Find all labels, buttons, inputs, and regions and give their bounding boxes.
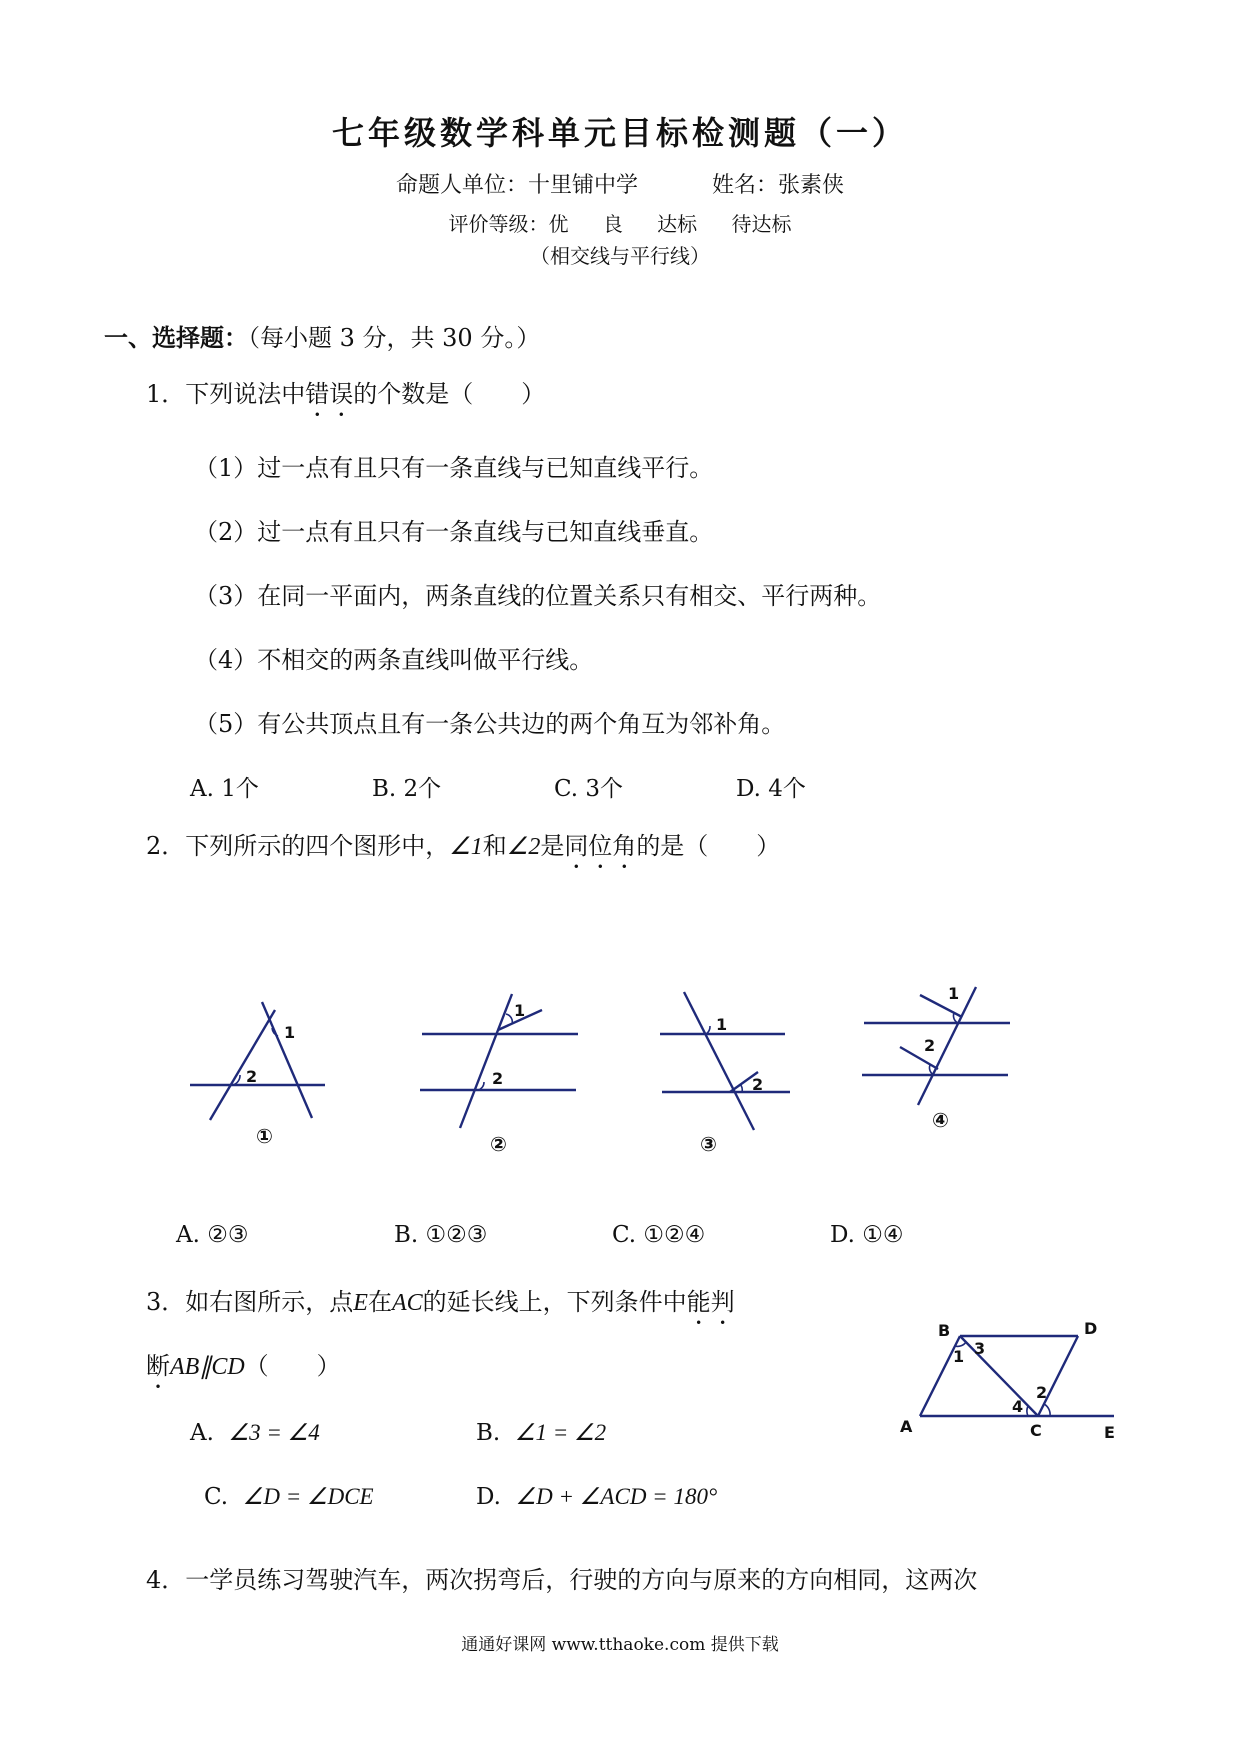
unit-label: 命题人单位：十里铺中学 [395, 173, 638, 198]
grade-level: 待达标 [731, 212, 792, 236]
question-3 [146, 1282, 735, 1330]
angle-label: ∠1 [449, 834, 483, 860]
angle-arc [506, 1014, 512, 1024]
option-c: C. 3个 [554, 776, 624, 802]
topic: （相交线与平行线） [530, 244, 710, 268]
angle-label-1: 1 [948, 984, 960, 1003]
angle-arc [1027, 1406, 1028, 1416]
page-title: 七年级数学科单元目标检测题（一） [331, 114, 908, 152]
option-label: D. [476, 1484, 501, 1510]
figure-number: ③ [700, 1132, 717, 1156]
emphasis-text: 错误 [305, 380, 354, 408]
question-text: （ ） [244, 1352, 341, 1380]
figure-number: ④ [932, 1108, 949, 1132]
question-text: 一学员练习驾驶汽车，两次拐弯后，行驶的方向与原来的方向相同，这两次 [185, 1566, 978, 1594]
footer: 通通好课网 www.tthaoke.com 提供下载 [461, 1635, 779, 1655]
grade-level: 良 [602, 212, 623, 236]
option-b: B. ①②③ [394, 1222, 488, 1248]
segment-label: AC [391, 1290, 423, 1316]
statement: （3）在同一平面内，两条直线的位置关系只有相交、平行两种。 [194, 582, 882, 610]
question-number: 1． [146, 380, 186, 408]
angle-label-2: 2 [492, 1069, 504, 1088]
angle-label-2: 2 [246, 1067, 258, 1086]
option-label: A. [190, 1420, 214, 1446]
point-b: B [938, 1321, 951, 1340]
option-expr: ∠1 = ∠2 [514, 1420, 607, 1445]
author-line [0, 168, 1240, 199]
figure-number: ② [490, 1132, 507, 1156]
figure-1 [180, 990, 340, 1130]
question-text: 下列所示的四个图形中， [185, 832, 450, 860]
question-text: 下列说法中 [185, 380, 306, 408]
figure-number: ① [256, 1124, 273, 1148]
option-d: D. 4个 [736, 776, 806, 802]
statement: （4）不相交的两条直线叫做平行线。 [194, 646, 594, 674]
grade-line [0, 208, 1240, 237]
option-a: A. ②③ [176, 1222, 249, 1248]
line [684, 992, 754, 1130]
question-text: 在 [367, 1288, 392, 1316]
option-expr: ∠D + ∠ACD = 180° [515, 1484, 718, 1509]
question-text: 是 [540, 832, 565, 860]
name-label: 姓名：张素侠 [712, 173, 845, 198]
angle-label-1: 1 [716, 1015, 728, 1034]
emphasis-text: 断 [146, 1352, 170, 1380]
line [460, 994, 512, 1128]
point-c: C [1030, 1421, 1042, 1440]
question-text: 如右图所示，点 [185, 1288, 354, 1316]
question-2 [146, 826, 780, 874]
option-d: D. ①④ [830, 1222, 904, 1248]
angle-label-4: 4 [1012, 1397, 1024, 1416]
option-b: B. 2个 [372, 776, 442, 802]
point-a: A [900, 1417, 913, 1436]
point-d: D [1084, 1320, 1098, 1338]
emphasis-text: 同位角 [564, 832, 637, 860]
option-expr: ∠D = ∠DCE [242, 1484, 374, 1509]
angle-label-1: 1 [953, 1347, 965, 1366]
statement: （2）过一点有且只有一条直线与已知直线垂直。 [194, 518, 714, 546]
point-label: E [353, 1290, 368, 1316]
angle-label-2: 2 [924, 1036, 936, 1055]
question-text: 的延长线上，下列条件中 [422, 1288, 687, 1316]
question-text: 的是（ ） [636, 832, 781, 860]
question-1 [146, 374, 545, 422]
angle-label-2: 2 [1036, 1383, 1048, 1402]
question-number: 4． [146, 1566, 186, 1594]
parallelogram-figure [898, 1320, 1138, 1450]
section-number: 一、 [104, 323, 152, 352]
line-bc [960, 1336, 1038, 1416]
question-number: 3． [146, 1288, 186, 1316]
figure-2 [410, 980, 585, 1140]
emphasis-text: 能判 [686, 1288, 735, 1316]
section-note: （每小题 3 分，共 30 分。） [248, 324, 541, 352]
angle-arc [1044, 1404, 1050, 1416]
statement: （5）有公共顶点且有一条公共边的两个角互为邻补角。 [194, 710, 786, 738]
angle-label-3: 3 [974, 1339, 986, 1358]
option-label: C. [204, 1484, 229, 1510]
option-d [476, 1484, 717, 1510]
option-expr: ∠3 = ∠4 [228, 1420, 320, 1445]
angle-label: ∠2 [506, 834, 541, 860]
figure-4 [858, 975, 1018, 1115]
option-c [204, 1484, 374, 1510]
angle-label-2: 2 [752, 1075, 764, 1094]
option-c: C. ①②④ [612, 1222, 706, 1248]
figure-3 [650, 980, 800, 1140]
statement: （1）过一点有且只有一条直线与已知直线平行。 [194, 454, 714, 482]
option-a [190, 1420, 320, 1446]
option-b [476, 1420, 606, 1446]
question-text: 的个数是（ ） [353, 380, 546, 408]
section-heading [104, 318, 540, 353]
question-4 [146, 1560, 977, 1595]
condition: AB∥CD [170, 1354, 245, 1380]
line [262, 1002, 312, 1118]
section-title: 选择题： [152, 323, 248, 352]
angle-label-1: 1 [514, 1001, 526, 1020]
point-e: E [1104, 1423, 1115, 1442]
grade-prefix: 评价等级：优 [448, 212, 569, 236]
option-a: A. 1个 [190, 776, 259, 802]
line [210, 1010, 275, 1120]
question-text: 和 [482, 832, 507, 860]
grade-level: 达标 [657, 212, 698, 236]
question-3-line-2 [146, 1346, 341, 1394]
angle-label-1: 1 [284, 1023, 296, 1042]
question-number: 2． [146, 832, 186, 860]
option-label: B. [476, 1420, 501, 1446]
